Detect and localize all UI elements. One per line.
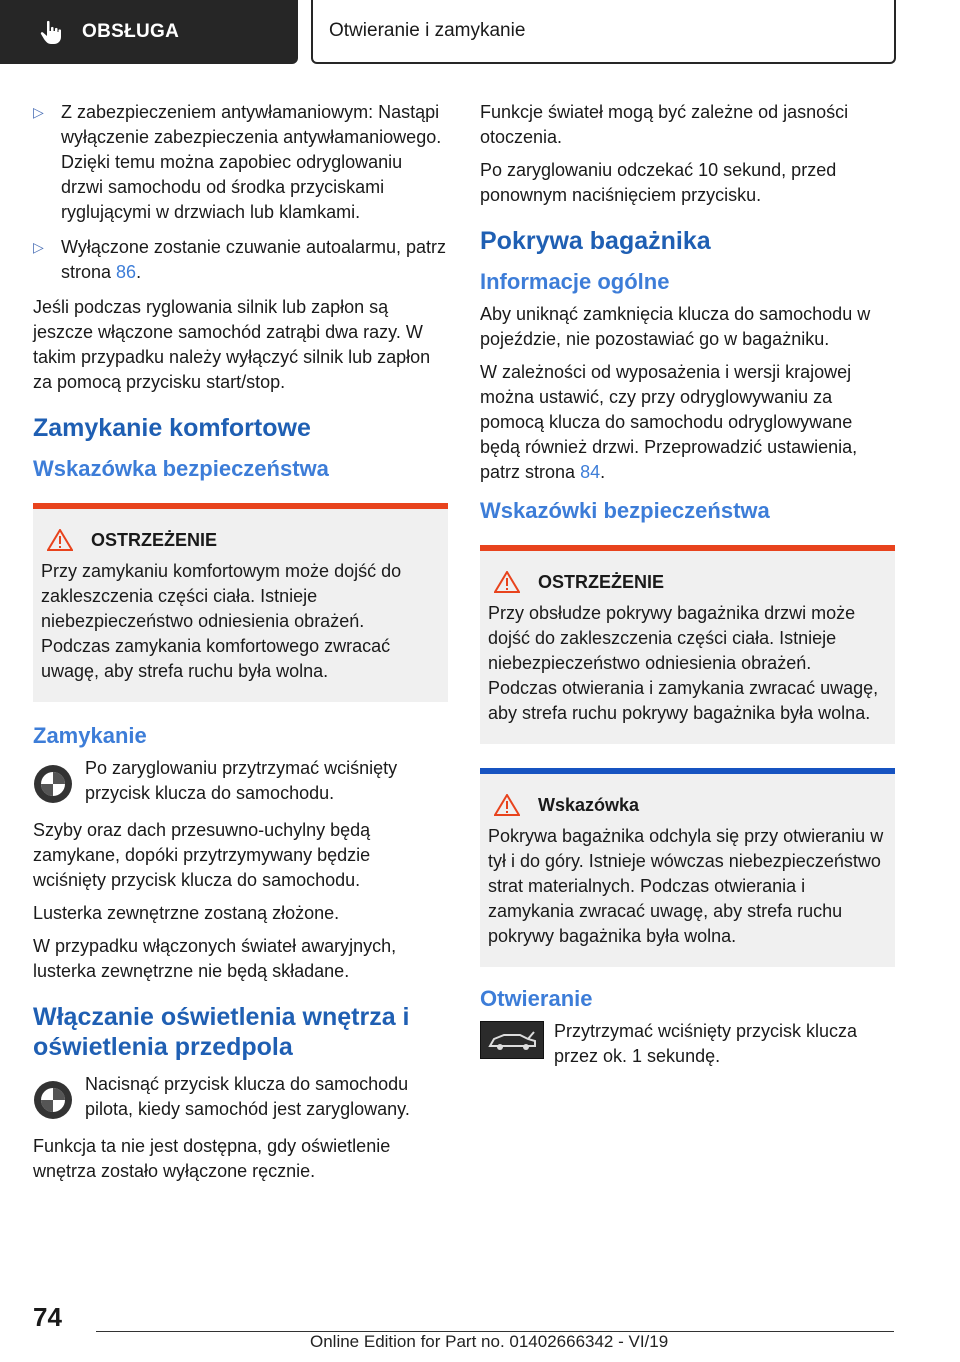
- bmw-logo-key-icon: [33, 764, 73, 804]
- triangle-bullet-icon: ▷: [33, 104, 44, 120]
- page-footer: [0, 1290, 960, 1362]
- section-tab[interactable]: [0, 0, 298, 64]
- warning-triangle-icon: [494, 571, 520, 593]
- warning-header: [41, 529, 438, 551]
- heading-general-info: Informacje ogólne: [480, 269, 670, 294]
- warning-box: [480, 545, 895, 744]
- heading-safety-notes: Wskazówki bezpieczeństwa: [480, 498, 770, 523]
- opening-instruction: [480, 1019, 895, 1069]
- chapter-label: Otwieranie i zamykanie: [329, 20, 526, 41]
- list-item: ▷ Wyłączone zostanie czuwanie autoalarmu, patrz strona 86.: [33, 237, 447, 282]
- equipment-paragraph: W zależności od wyposażenia i wersji krajowej można ustawić, czy przy odryglowywaniu za pomocą klucza do samochodu odryglowywane będą również drzwi. Przeprowadzić ustawienia, patrz strona 84.: [480, 362, 858, 482]
- hazard-paragraph: W przypadku włączonych świateł awaryjnych, lusterka zewnętrzne nie będą składane.: [33, 936, 397, 981]
- bullet-text: Wyłączone zostanie czuwanie autoalarmu, patrz strona: [61, 237, 447, 282]
- warning-title: OSTRZEŻENIE: [91, 529, 218, 550]
- page-number: 74: [33, 1302, 62, 1332]
- heading-closing: Zamykanie: [33, 723, 147, 748]
- closing-icon-text: Po zaryglowaniu przytrzymać wciśnięty przycisk klucza do samochodu.: [85, 758, 398, 803]
- key-paragraph: Aby uniknąć zamknięcia klucza do samochodu w pojeździe, nie pozostawiać go w bagażniku.: [480, 304, 871, 349]
- warning-triangle-icon: [47, 529, 73, 551]
- chapter-tab[interactable]: [311, 0, 896, 64]
- warning-text: Przy obsłudze pokrywy bagażnika drzwi może dojść do zakleszczenia części ciała. Istnieje niebezpieczeństwo odniesienia obrażeń. Podczas otwierania i zamykania zwracać uwagę, aby strefa ruchu pokrywy bagażnika była wolna.: [488, 603, 879, 723]
- edition-text: Online Edition for Part no. 01402666342 - VI/19: [310, 1332, 669, 1351]
- note-box: [480, 768, 895, 967]
- note-triangle-icon: [494, 794, 520, 816]
- note-title: Wskazówka: [538, 794, 640, 815]
- page-header: [0, 0, 960, 66]
- heading-interior-lights: Włączanie oświetlenia wnętrza i oświetlenia przedpola: [33, 1003, 410, 1061]
- triangle-bullet-icon: ▷: [33, 239, 44, 255]
- hand-pointer-icon: [38, 19, 64, 45]
- closing-instruction: [33, 756, 448, 806]
- right-column: [480, 100, 895, 1081]
- windows-paragraph: Szyby oraz dach przesuwno-uchylny będą zamykane, dopóki przytrzymywany będzie wciśnięty przycisk klucza do samochodu.: [33, 820, 371, 890]
- heading-trunk-lid: Pokrywa bagażnika: [480, 227, 711, 255]
- trunk-key-button-icon: [480, 1021, 544, 1059]
- opening-icon-text: Przytrzymać wciśnięty przycisk klucza przez ok. 1 sekundę.: [554, 1021, 858, 1066]
- ignition-paragraph: Jeśli podczas ryglowania silnik lub zapłon są jeszcze włączone samochód zatrąbi dwa razy. W takim przypadku należy wyłączyć silnik lub zapłon za pomocą przycisku start/stop.: [33, 297, 431, 392]
- note-text: Pokrywa bagażnika odchyla się przy otwieraniu w tył i do góry. Istnieje wówczas niebezpieczeństwo strat materialnych. Podczas otwierania i zamykania zwracać uwagę, aby strefa ruchu pokrywy bagażnika była wolna.: [488, 826, 884, 946]
- brightness-paragraph: Funkcje świateł mogą być zależne od jasności otoczenia.: [480, 102, 849, 147]
- heading-safety-note: Wskazówka bezpieczeństwa: [33, 456, 329, 481]
- lights-icon-text: Nacisnąć przycisk klucza do samochodu pilota, kiedy samochód jest zaryglowany.: [85, 1074, 410, 1119]
- equipment-text: W zależności od wyposażenia i wersji krajowej można ustawić, czy przy odryglowywaniu za pomocą klucza do samochodu odryglowywane będą również drzwi. Przeprowadzić ustawienia, patrz strona: [480, 362, 858, 482]
- section-label: OBSŁUGA: [82, 21, 180, 42]
- mirrors-paragraph: Lusterka zewnętrzne zostaną złożone.: [33, 903, 340, 923]
- note-header: [488, 794, 885, 816]
- heading-comfort-closing: Zamykanie komfortowe: [33, 414, 311, 442]
- left-column: [33, 100, 448, 1192]
- page-link-84[interactable]: 84: [580, 462, 601, 482]
- page-link-86[interactable]: 86: [116, 262, 137, 282]
- lights-paragraph: Funkcja ta nie jest dostępna, gdy oświetlenie wnętrza zostało wyłączone ręcznie.: [33, 1136, 391, 1181]
- lights-instruction: [33, 1072, 448, 1122]
- warning-header: [488, 571, 885, 593]
- heading-opening: Otwieranie: [480, 986, 593, 1011]
- list-item: [33, 100, 448, 225]
- warning-title: OSTRZEŻENIE: [538, 571, 665, 592]
- warning-text: Przy zamykaniu komfortowym może dojść do zakleszczenia części ciała. Istnieje niebezpieczeństwo odniesienia obrażeń. Podczas zamykania komfortowego zwracać uwagę, aby strefa ruchu była wolna.: [41, 561, 402, 681]
- warning-box: [33, 503, 448, 702]
- bmw-logo-key-icon: [33, 1080, 73, 1120]
- bullet-text: Z zabezpieczeniem antywłamaniowym: Nastąpi wyłączenie zabezpieczenia antywłamaniowego. Dzięki temu można zapobiec odryglowaniu drzwi samochodu od środka przyciskami ryglującymi w drzwiach lub klamkami.: [61, 102, 442, 222]
- wait-paragraph: Po zaryglowaniu odczekać 10 sekund, przed ponownym naciśnięciem przycisku.: [480, 160, 837, 205]
